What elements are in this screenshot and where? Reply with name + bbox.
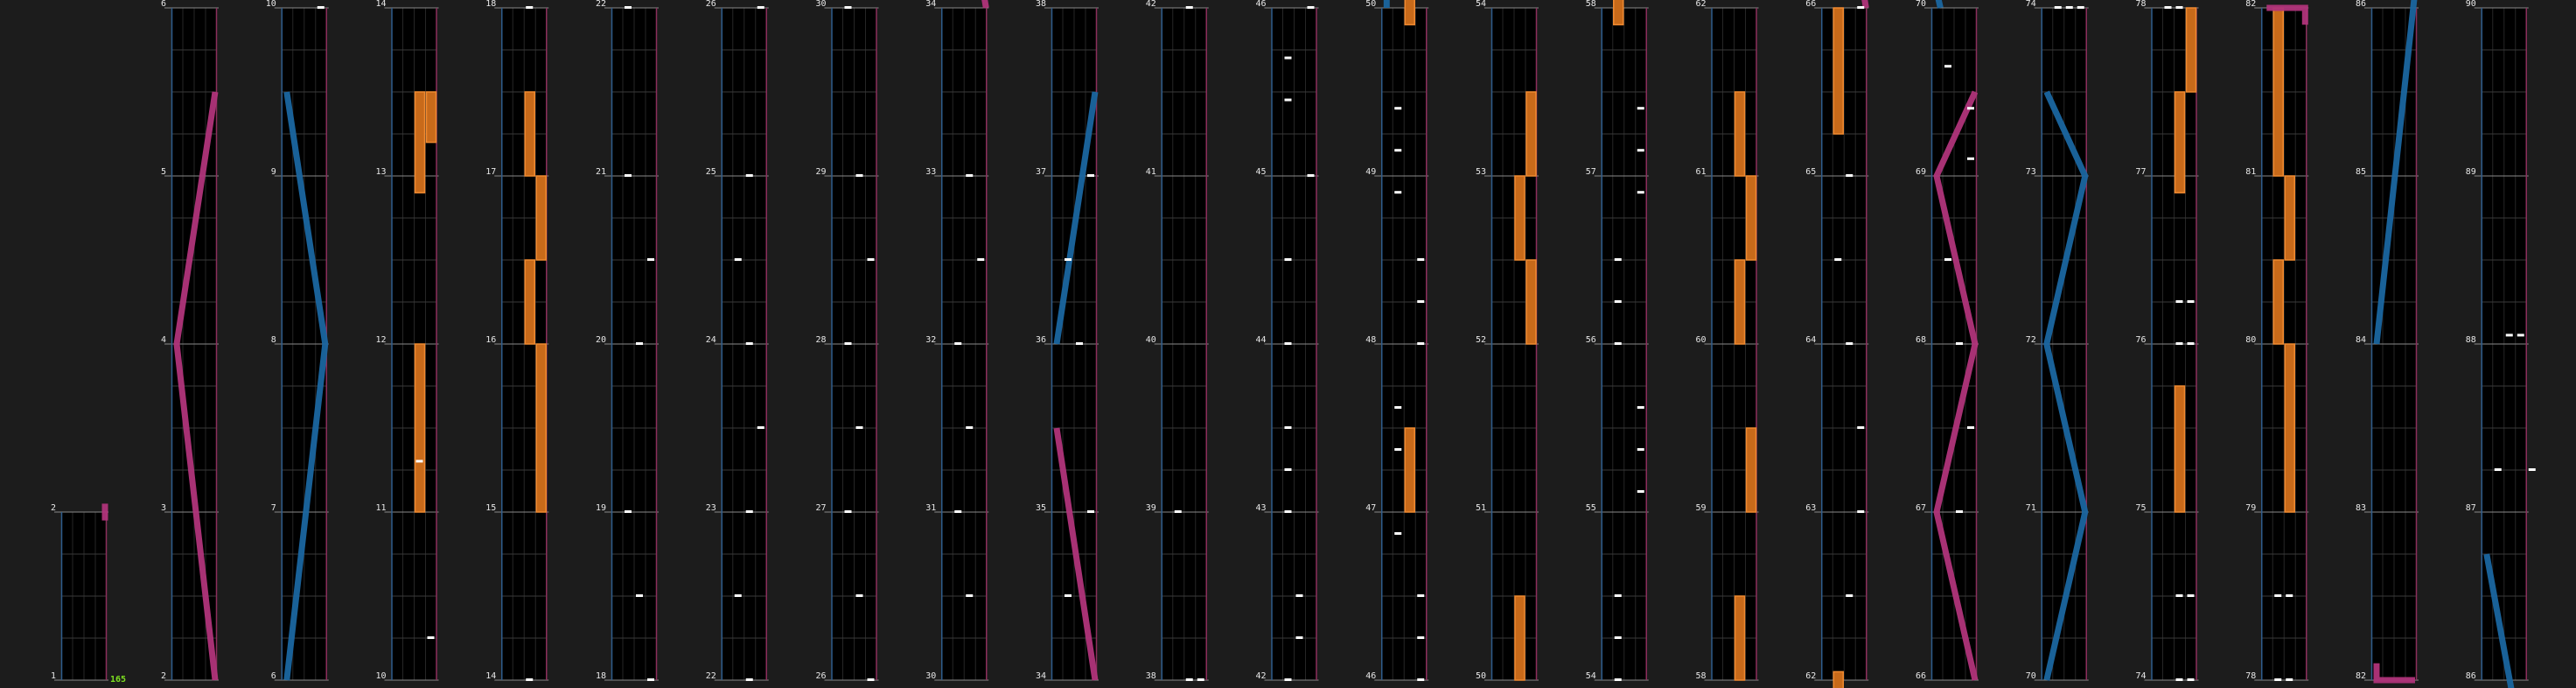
- beat-label: 52: [1475, 335, 1486, 345]
- tap-note: [1417, 342, 1424, 345]
- tap-note: [1615, 342, 1622, 345]
- tap-note: [1394, 191, 1401, 193]
- beat-label: 62: [1695, 0, 1707, 9]
- tap-note: [1394, 107, 1401, 109]
- tap-note: [735, 594, 742, 597]
- hold-note: [2175, 386, 2185, 512]
- combo-counter: 165: [110, 675, 127, 684]
- beat-label: 69: [1915, 167, 1926, 177]
- beat-label: 80: [2245, 335, 2257, 345]
- tap-note: [1065, 594, 1072, 597]
- beat-label: 62: [1805, 671, 1817, 681]
- beat-label: 13: [375, 167, 387, 177]
- tap-note: [1846, 342, 1853, 345]
- hold-note: [1735, 596, 1745, 680]
- hold-note: [415, 92, 425, 193]
- beat-label: 42: [1145, 0, 1156, 9]
- tap-note: [1285, 678, 1292, 681]
- beat-label: 2: [160, 671, 166, 681]
- tap-note: [428, 636, 435, 639]
- tap-note: [1967, 158, 1974, 160]
- tap-note: [625, 174, 632, 177]
- beat-label: 64: [1805, 335, 1817, 345]
- hold-note: [1515, 596, 1525, 680]
- beat-label: 32: [925, 335, 937, 345]
- measure-column: [1705, 8, 1759, 680]
- tap-note: [1956, 342, 1963, 345]
- beat-label: 18: [485, 0, 497, 9]
- tap-note: [1637, 107, 1644, 109]
- beat-label: 78: [2135, 0, 2147, 9]
- tap-note: [1285, 426, 1292, 429]
- beat-label: 78: [2245, 671, 2257, 681]
- tap-note: [1637, 406, 1644, 409]
- tap-note: [1857, 6, 1864, 9]
- beat-label: 70: [2025, 671, 2036, 681]
- measure-column: [604, 8, 659, 680]
- beat-label: 14: [375, 0, 387, 9]
- beat-label: 14: [485, 671, 497, 681]
- tap-note: [2176, 300, 2183, 303]
- beat-label: 71: [2025, 503, 2036, 513]
- tap-note: [2055, 6, 2062, 9]
- beat-label: 61: [1695, 167, 1707, 177]
- beat-label: 15: [485, 503, 497, 513]
- hold-note: [536, 344, 546, 512]
- beat-label: 55: [1585, 503, 1596, 513]
- beat-label: 31: [925, 503, 937, 513]
- tap-note: [1857, 510, 1864, 513]
- slide-path-blue: [1937, 0, 1940, 8]
- tap-note: [625, 510, 632, 513]
- tap-note: [2529, 468, 2536, 471]
- tap-note: [1637, 149, 1644, 151]
- beat-label: 72: [2025, 335, 2036, 345]
- beat-label: 22: [705, 671, 716, 681]
- tap-note: [845, 342, 852, 345]
- beat-label: 16: [485, 335, 497, 345]
- tap-note: [1637, 490, 1644, 493]
- beat-label: 6: [160, 0, 166, 9]
- beat-label: 68: [1915, 335, 1926, 345]
- beat-label: 54: [1475, 0, 1486, 9]
- beat-label: 43: [1255, 503, 1267, 513]
- measure-column: [54, 512, 108, 680]
- hold-note: [2285, 176, 2294, 260]
- tap-note: [1308, 174, 1315, 177]
- tap-note: [1615, 258, 1622, 261]
- beat-label: 83: [2355, 503, 2366, 513]
- beat-label: 36: [1035, 335, 1046, 345]
- beat-label: 75: [2135, 503, 2147, 513]
- hold-note: [525, 260, 534, 344]
- hold-note: [2187, 8, 2196, 92]
- beat-label: 74: [2135, 671, 2147, 681]
- tap-note: [647, 258, 654, 261]
- tap-note: [2066, 6, 2073, 9]
- holds-layer: [415, 0, 2295, 688]
- hold-note: [1614, 0, 1623, 25]
- tap-note: [1087, 510, 1094, 513]
- hold-note: [1515, 176, 1525, 260]
- tap-note: [2176, 678, 2183, 681]
- tap-note: [2274, 594, 2281, 597]
- beat-label: 85: [2355, 167, 2366, 177]
- hold-note: [1735, 260, 1745, 344]
- tap-note: [1967, 426, 1974, 429]
- tap-note: [526, 678, 533, 681]
- beat-label: 19: [595, 503, 606, 513]
- beat-label: 67: [1915, 503, 1926, 513]
- beat-label: 21: [595, 167, 606, 177]
- tap-note: [1394, 149, 1401, 151]
- tap-note: [977, 258, 984, 261]
- hold-note: [1833, 671, 1843, 688]
- beat-label: 37: [1035, 167, 1046, 177]
- tap-note: [1615, 300, 1622, 303]
- hold-note: [536, 176, 546, 260]
- measure-column: [715, 8, 769, 680]
- tap-note: [1285, 468, 1292, 471]
- hold-note: [1405, 428, 1414, 512]
- tap-note: [1956, 510, 1963, 513]
- beat-label: 10: [265, 0, 276, 9]
- tap-note: [2495, 468, 2502, 471]
- hold-note: [1526, 260, 1536, 344]
- beat-label: 10: [375, 671, 387, 681]
- beat-label: 86: [2465, 671, 2476, 681]
- hold-note: [1747, 176, 1756, 260]
- measure-column: [2364, 8, 2419, 680]
- beat-label: 90: [2465, 0, 2476, 9]
- beat-label: 5: [160, 167, 166, 177]
- tap-note: [746, 342, 753, 345]
- tap-note: [966, 174, 973, 177]
- hold-note: [2273, 8, 2283, 176]
- tap-note: [2286, 678, 2293, 681]
- tap-note: [1296, 594, 1303, 597]
- beat-label: 82: [2245, 0, 2257, 9]
- tap-note: [526, 6, 533, 9]
- beat-label: 46: [1365, 671, 1377, 681]
- beat-label: 53: [1475, 167, 1486, 177]
- tap-note: [636, 594, 643, 597]
- beat-label: 63: [1805, 503, 1817, 513]
- tap-note: [1296, 636, 1303, 639]
- beat-label: 88: [2465, 335, 2476, 345]
- beat-label: 79: [2245, 503, 2257, 513]
- beat-label: 25: [705, 167, 716, 177]
- beat-label: 38: [1145, 671, 1156, 681]
- tap-note: [1417, 258, 1424, 261]
- tap-note: [954, 510, 961, 513]
- measure-column: [1155, 8, 1209, 680]
- tap-note: [2188, 300, 2195, 303]
- beat-label: 66: [1915, 671, 1926, 681]
- beat-label: 9: [270, 167, 276, 177]
- beat-label: 66: [1805, 0, 1817, 9]
- beat-label: 59: [1695, 503, 1707, 513]
- tap-note: [1285, 99, 1292, 102]
- measure-column: [2475, 8, 2529, 680]
- tap-note: [2176, 594, 2183, 597]
- tap-note: [1285, 510, 1292, 513]
- beat-label: 47: [1365, 503, 1377, 513]
- beat-label: 34: [925, 0, 937, 9]
- hold-note: [1526, 92, 1536, 176]
- tap-note: [625, 6, 632, 9]
- hold-note: [1833, 8, 1843, 134]
- tap-note: [2077, 6, 2084, 9]
- tap-note: [2165, 6, 2172, 9]
- beat-label: 87: [2465, 503, 2476, 513]
- beat-label: 24: [705, 335, 716, 345]
- tap-note: [2517, 333, 2524, 336]
- tap-note: [856, 174, 863, 177]
- tap-note: [868, 258, 875, 261]
- tap-note: [1197, 678, 1204, 681]
- tap-note: [318, 6, 325, 9]
- beat-label: 6: [270, 671, 276, 681]
- tap-note: [1615, 678, 1622, 681]
- beat-label: 12: [375, 335, 387, 345]
- tap-note: [1637, 191, 1644, 193]
- tap-note: [1967, 107, 1974, 109]
- beat-label: 22: [595, 0, 606, 9]
- tap-note: [845, 6, 852, 9]
- tap-note: [746, 678, 753, 681]
- beat-label: 27: [815, 503, 827, 513]
- beat-label: 60: [1695, 335, 1707, 345]
- tap-note: [2176, 6, 2183, 9]
- beat-label: 26: [705, 0, 716, 9]
- beat-label: 35: [1035, 503, 1046, 513]
- tap-note: [2188, 342, 2195, 345]
- tap-note: [966, 426, 973, 429]
- beat-label: 70: [1915, 0, 1926, 9]
- hold-note: [2273, 260, 2283, 344]
- beat-label: 7: [270, 503, 276, 513]
- tap-note: [856, 426, 863, 429]
- beat-label: 58: [1695, 671, 1707, 681]
- tap-note: [856, 594, 863, 597]
- beat-label: 50: [1475, 671, 1486, 681]
- tap-note: [845, 510, 852, 513]
- tap-note: [2286, 594, 2293, 597]
- hold-note: [1747, 428, 1756, 512]
- beat-label: 11: [375, 503, 387, 513]
- tap-note: [757, 426, 764, 429]
- tap-note: [647, 678, 654, 681]
- beat-label: 89: [2465, 167, 2476, 177]
- beat-label: 77: [2135, 167, 2147, 177]
- slide-path-pink: [983, 0, 986, 8]
- tap-note: [1394, 406, 1401, 409]
- tap-note: [1186, 678, 1193, 681]
- tap-note: [1285, 57, 1292, 60]
- beat-label: 56: [1585, 335, 1596, 345]
- tap-note: [2188, 594, 2195, 597]
- tap-note: [1834, 258, 1841, 261]
- beat-label: 41: [1145, 167, 1156, 177]
- tap-note: [1394, 448, 1401, 451]
- beat-label: 49: [1365, 167, 1377, 177]
- beat-label: 23: [705, 503, 716, 513]
- beat-label: 20: [595, 335, 606, 345]
- tap-note: [746, 174, 753, 177]
- beat-label: 45: [1255, 167, 1267, 177]
- beat-label: 2: [50, 503, 56, 513]
- beat-label: 54: [1585, 671, 1596, 681]
- beat-label: 38: [1035, 0, 1046, 9]
- tap-note: [1417, 300, 1424, 303]
- hold-note: [415, 344, 425, 512]
- tap-note: [1175, 510, 1182, 513]
- beat-label: 26: [815, 671, 827, 681]
- beat-label: 57: [1585, 167, 1596, 177]
- tap-note: [1637, 448, 1644, 451]
- tap-note: [735, 258, 742, 261]
- tap-note: [636, 342, 643, 345]
- beat-label: 48: [1365, 335, 1377, 345]
- beat-label: 18: [595, 671, 606, 681]
- beat-label: 4: [160, 335, 166, 345]
- tap-note: [2274, 678, 2281, 681]
- beat-label: 76: [2135, 335, 2147, 345]
- tap-note: [1065, 258, 1072, 261]
- beat-label: 29: [815, 167, 827, 177]
- tap-note: [1417, 678, 1424, 681]
- beat-label: 40: [1145, 335, 1156, 345]
- beat-label: 51: [1475, 503, 1486, 513]
- beat-label: 3: [160, 503, 166, 513]
- tap-note: [2176, 342, 2183, 345]
- beat-label: 81: [2245, 167, 2257, 177]
- tap-note: [1087, 174, 1094, 177]
- hold-note: [1735, 92, 1745, 176]
- hold-note: [2175, 92, 2185, 193]
- beat-label: 74: [2025, 0, 2036, 9]
- tap-note: [1944, 258, 1951, 261]
- tap-note: [1186, 6, 1193, 9]
- beat-label: 8: [270, 335, 276, 345]
- beat-label: 58: [1585, 0, 1596, 9]
- tap-note: [1615, 594, 1622, 597]
- beat-label: 86: [2355, 0, 2366, 9]
- hold-note: [2285, 344, 2294, 512]
- tap-note: [1308, 6, 1315, 9]
- beat-label: 30: [815, 0, 827, 9]
- beat-label: 50: [1365, 0, 1377, 9]
- tap-note: [954, 342, 961, 345]
- beat-label: 34: [1035, 671, 1046, 681]
- tap-note: [1076, 342, 1083, 345]
- tap-note: [1846, 594, 1853, 597]
- tap-note: [868, 678, 875, 681]
- tap-note: [966, 594, 973, 597]
- tap-note: [1285, 342, 1292, 345]
- tap-note: [1417, 594, 1424, 597]
- beat-label: 73: [2025, 167, 2036, 177]
- tap-note: [1417, 636, 1424, 639]
- tap-note: [746, 510, 753, 513]
- measure-column: [275, 8, 329, 680]
- beat-label: 44: [1255, 335, 1267, 345]
- hold-note: [1405, 0, 1414, 25]
- beat-label: 33: [925, 167, 937, 177]
- tap-note: [1394, 532, 1401, 535]
- beat-label: 28: [815, 335, 827, 345]
- beat-label: 42: [1255, 671, 1267, 681]
- beat-label: 1: [50, 671, 56, 681]
- hold-note: [427, 92, 436, 143]
- tap-note: [757, 6, 764, 9]
- tap-note: [1615, 636, 1622, 639]
- beat-label: 82: [2355, 671, 2366, 681]
- tap-note: [1944, 65, 1951, 67]
- tap-note: [1857, 426, 1864, 429]
- measure-column: [2035, 8, 2089, 680]
- beat-label: 39: [1145, 503, 1156, 513]
- beat-label: 17: [485, 167, 497, 177]
- tap-note: [2506, 333, 2513, 336]
- beat-label: 84: [2355, 335, 2366, 345]
- tap-note: [1285, 258, 1292, 261]
- tap-note: [416, 460, 423, 462]
- beat-label: 46: [1255, 0, 1267, 9]
- hold-note: [525, 92, 534, 176]
- tap-note: [2188, 678, 2195, 681]
- tap-note: [1846, 174, 1853, 177]
- beat-label: 65: [1805, 167, 1817, 177]
- beat-label: 30: [925, 671, 937, 681]
